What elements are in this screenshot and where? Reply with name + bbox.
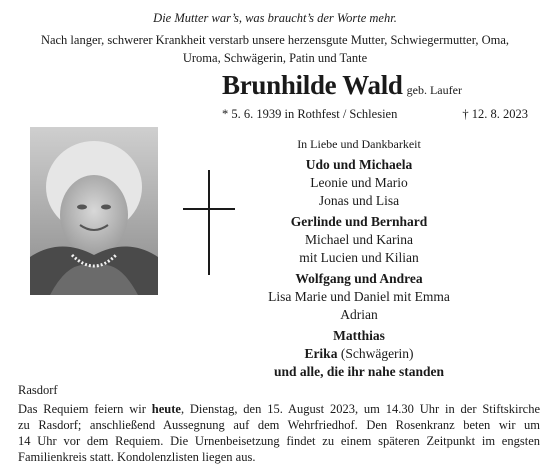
mourner-line: Leonie und Mario: [310, 175, 408, 190]
portrait-icon: [30, 127, 158, 295]
deceased-name-row: [222, 70, 462, 101]
mourner-line: Matthias: [333, 328, 385, 343]
mourner-line: Lisa Marie und Daniel mit Emma: [268, 289, 450, 304]
mourners-heading: In Liebe und Dankbarkeit: [297, 137, 421, 151]
intro-text: [0, 31, 550, 67]
funeral-notice: [18, 401, 540, 465]
deceased-name: Brunhilde Wald: [222, 70, 403, 100]
notice-line-3: 14 Uhr vor dem Requiem. Die Urnenbeisetzung findet zu einem späteren Zeitpunkt im engsten: [18, 434, 540, 448]
notice-line-2: zu Rasdorf; anschließend Aussegnung auf dem Wehrfriedhof. Den Rosenkranz beten wir um: [18, 418, 540, 432]
notice-today: heute: [151, 402, 181, 416]
notice-line-4: Familienkreis statt. Kondolenzlisten liegen aus.: [18, 450, 256, 464]
intro-line-1: Nach langer, schwerer Krankheit verstarb unsere herzensgute Mutter, Schwiegermutter, Oma,: [40, 33, 510, 47]
cross-vertical: [208, 170, 210, 275]
birth-date: * 5. 6. 1939 in Rothfest / Schlesien: [222, 107, 398, 121]
mourner-relation: (Schwägerin): [340, 346, 414, 361]
portrait-photo: [30, 127, 158, 295]
intro-line-2: Uroma, Schwägerin, Patin und Tante: [182, 51, 368, 65]
motto: Die Mutter war’s, was braucht’s der Worte mehr.: [153, 11, 397, 25]
cross-horizontal: [183, 208, 235, 210]
notice-place: Rasdorf: [18, 383, 58, 397]
mourner-name: Erika: [304, 346, 338, 361]
mourner-line: Adrian: [340, 307, 378, 322]
mourner-line: Udo und Michaela: [305, 157, 413, 172]
mourner-line-erika: [238, 346, 480, 362]
mourner-line: mit Lucien und Kilian: [299, 250, 419, 265]
mourner-line: Michael und Karina: [305, 232, 413, 247]
death-date: † 12. 8. 2023: [462, 107, 528, 121]
mourner-line: Wolfgang und Andrea: [295, 271, 423, 286]
mourner-line: Jonas und Lisa: [318, 193, 400, 208]
mourner-line: und alle, die ihr nahe standen: [273, 364, 445, 379]
notice-line-1: Das Requiem feiern wir heute, Dienstag, den 15. August 2023, um 14.30 Uhr in der Stiftskirche: [18, 402, 540, 416]
birth-name: geb. Laufer: [406, 83, 462, 97]
mourner-line: Gerlinde und Bernhard: [290, 214, 428, 229]
